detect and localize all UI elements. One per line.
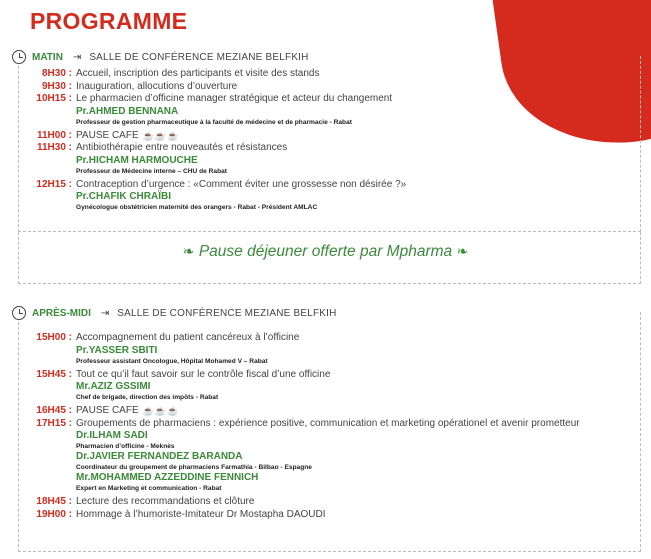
speaker-name: Dr.ILHAM SADI: [76, 430, 148, 441]
schedule-item: [30, 332, 580, 345]
speaker-role: Pharmacien d’officine - Meknès: [76, 443, 175, 450]
lunch-banner: [0, 243, 651, 261]
item-text: Inauguration, allocutions d’ouverture: [76, 80, 238, 92]
item-text: Accompagnement du patient cancéreux à l’officine: [76, 332, 300, 343]
item-text: Lecture des recommandations et clôture: [76, 496, 255, 507]
schedule-item: [30, 369, 580, 382]
item-text: Groupements de pharmaciens : expérience positive, communication et marketing opérationel et avenir prometteur: [76, 417, 580, 429]
speaker-name: Mr.MOHAMMED AZZEDDINE FENNICH: [76, 472, 259, 483]
item-time: 12H15 :: [36, 178, 72, 190]
item-text: Hommage à l’humoriste-Imitateur Dr Mostapha DAOUDI: [76, 508, 326, 520]
item-time: 10H15 :: [36, 93, 72, 104]
morning-label: MATIN: [32, 51, 63, 63]
morning-room: SALLE DE CONFÉRENCE MEZIANE BELFKIH: [89, 51, 309, 63]
schedule-item: [30, 93, 406, 106]
schedule-item: [30, 179, 406, 192]
schedule-item: [30, 81, 406, 94]
speaker-name: Dr.JAVIER FERNANDEZ BARANDA: [76, 451, 243, 462]
speaker-role: Professeur de gestion pharmaceutique à la faculté de médecine et de pharmacie - Rabat: [76, 118, 352, 126]
clock-icon: [12, 50, 26, 64]
speaker-role: Gynécologue obstétricien maternité des orangers - Rabat - Président AMLAC: [76, 204, 318, 211]
morning-schedule: [30, 68, 406, 212]
item-text: PAUSE CAFE: [76, 129, 139, 141]
schedule-item: [30, 130, 406, 143]
speaker-role: Professeur de Médecine interne – CHU de Rabat: [76, 167, 227, 175]
item-text: Tout ce qu’il faut savoir sur le contrôle fiscal d’une officine: [76, 368, 331, 380]
speaker-name: Mr.AZIZ GSSIMI: [76, 381, 151, 392]
coffee-cup-icon: ☕☕☕: [142, 406, 180, 416]
speaker-role: Chef de brigade, direction des impôts - Rabat: [76, 394, 219, 401]
arrow-right-icon: ⇥: [100, 307, 110, 319]
speaker-role: Expert en Marketing et communication - Rabat: [76, 485, 222, 492]
item-text: Contraception d’urgence : «Comment éviter une grossesse non désirée ?»: [76, 178, 407, 190]
speaker-name: Pr.CHAFIK CHRAÏBI: [76, 191, 172, 202]
schedule-item: [30, 496, 580, 509]
clock-icon: [12, 306, 26, 320]
leaf-ornament-icon: ❧: [456, 243, 469, 259]
schedule-item: [30, 405, 580, 418]
schedule-item: [30, 68, 406, 81]
page-title: PROGRAMME: [30, 8, 188, 34]
item-time: 8H30 :: [41, 68, 72, 79]
item-time: 15H45 :: [36, 368, 72, 380]
afternoon-schedule: [30, 332, 580, 521]
speaker-role: Professeur assistant Oncologue, Hôpital Mohamed V – Rabat: [76, 357, 268, 365]
item-time: 19H00 :: [36, 508, 72, 520]
item-time: 11H30 :: [36, 142, 72, 153]
leaf-ornament-icon: ❧: [182, 243, 195, 259]
item-text: Accueil, inscription des participants et visite des stands: [76, 68, 320, 79]
coffee-cup-icon: ☕☕☕: [142, 130, 180, 141]
speaker-name: Pr.YASSER SBITI: [76, 344, 158, 356]
schedule-item: [30, 418, 580, 431]
afternoon-header: [12, 306, 337, 320]
item-time: 17H15 :: [36, 417, 72, 429]
afternoon-room: SALLE DE CONFÉRENCE MEZIANE BELFKIH: [117, 307, 337, 319]
item-time: 18H45 :: [36, 496, 72, 507]
arrow-right-icon: ⇥: [72, 51, 82, 63]
speaker-role: Coordinateur du groupement de pharmaciens Farmathia - Bilbao - Espagne: [76, 464, 312, 471]
morning-header: [12, 50, 309, 64]
schedule-item: [30, 509, 580, 522]
item-time: 9H30 :: [41, 80, 72, 92]
speaker-name: Pr.HICHAM HARMOUCHE: [76, 154, 198, 166]
item-text: PAUSE CAFE: [76, 405, 139, 416]
item-time: 15H00 :: [36, 332, 72, 343]
lunch-text: Pause déjeuner offerte par Mpharma: [198, 243, 453, 260]
item-text: Le pharmacien d’officine manager stratégique et acteur du changement: [76, 93, 393, 104]
speaker-name: Pr.AHMED BENNANA: [76, 105, 179, 117]
item-text: Antibiothérapie entre nouveautés et résistances: [76, 142, 288, 153]
afternoon-label: APRÈS-MIDI: [32, 307, 91, 319]
item-time: 16H45 :: [36, 405, 72, 416]
schedule-item: [30, 142, 406, 155]
item-time: 11H00 :: [36, 129, 72, 141]
